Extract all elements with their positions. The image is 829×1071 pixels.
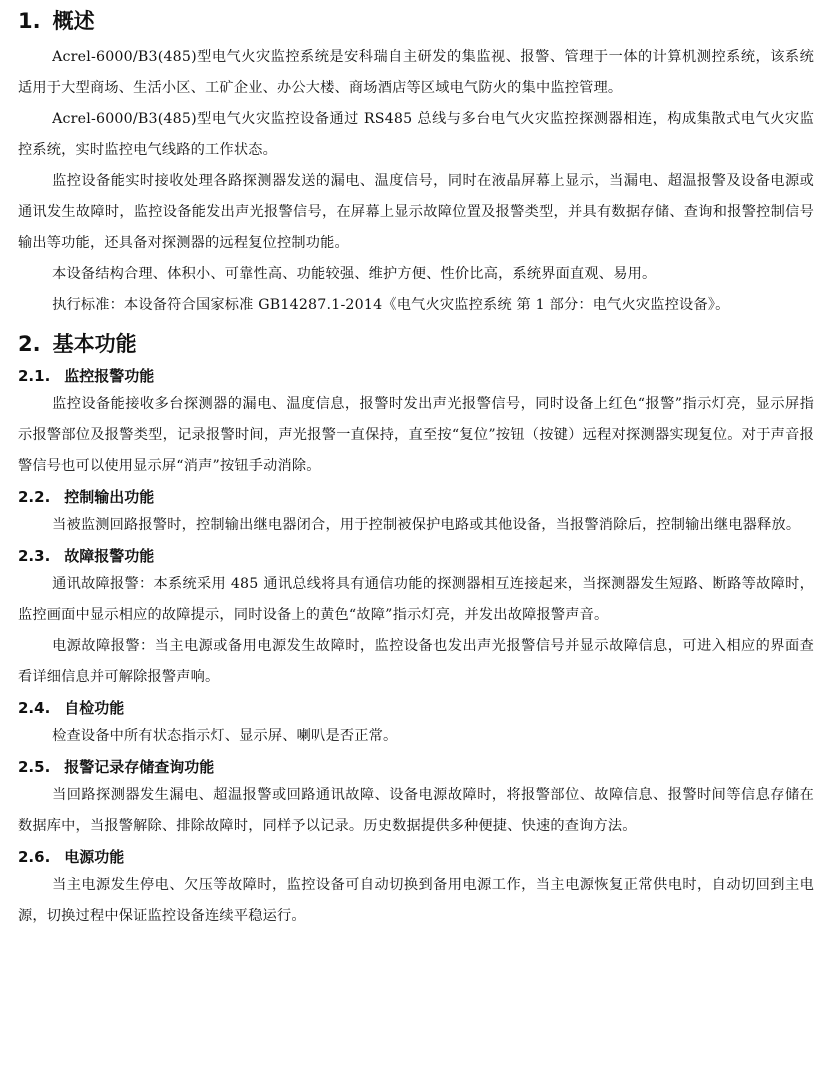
subsection-number: 2.3. bbox=[18, 547, 51, 565]
document-page bbox=[18, 6, 814, 932]
subsection-title: 电源功能 bbox=[64, 848, 125, 866]
subsection-title: 故障报警功能 bbox=[64, 547, 155, 565]
subsection-heading bbox=[18, 365, 814, 387]
section-heading-overview bbox=[18, 6, 814, 36]
paragraph: Acrel-6000/B3(485)型电气火灾监控设备通过 RS485 总线与多台电气火灾监控探测器相连，构成集散式电气火灾监控系统，实时监控电气线路的工作状态。 bbox=[18, 111, 814, 158]
subsection-number: 2.1. bbox=[18, 367, 51, 385]
subsection-heading bbox=[18, 756, 814, 778]
section-title: 概述 bbox=[52, 9, 95, 33]
subsection-number: 2.5. bbox=[18, 758, 51, 776]
paragraph: Acrel-6000/B3(485)型电气火灾监控系统是安科瑞自主研发的集监视、报警、管理于一体的计算机测控系统，该系统适用于大型商场、生活小区、工矿企业、办公大楼、商场酒店等区域电气防火的集中监控管理。 bbox=[18, 49, 814, 96]
section-number: 2. bbox=[18, 332, 41, 356]
subsection-number: 2.2. bbox=[18, 488, 51, 506]
section-title: 基本功能 bbox=[52, 332, 137, 356]
paragraph: 监控设备能接收多台探测器的漏电、温度信息，报警时发出声光报警信号，同时设备上红色“报警”指示灯亮，显示屏指示报警部位及报警类型，记录报警时间，声光报警一直保持，直至按“复位”按钮（按键）远程对探测器实现复位。对于声音报警信号也可以使用显示屏“消声”按钮手动消除。 bbox=[18, 396, 814, 474]
paragraph: 本设备结构合理、体积小、可靠性高、功能较强、维护方便、性价比高，系统界面直观、易用。 bbox=[52, 266, 657, 282]
subsection-title: 报警记录存储查询功能 bbox=[64, 758, 215, 776]
section-heading-basic-functions bbox=[18, 329, 814, 359]
subsection-heading bbox=[18, 545, 814, 567]
paragraph: 通讯故障报警：本系统采用 485 通讯总线将具有通信功能的探测器相互连接起来，当探测器发生短路、断路等故障时，监控画面中显示相应的故障提示，同时设备上的黄色“故障”指示灯亮，并发出故障报警声音。 bbox=[18, 576, 814, 623]
paragraph: 当回路探测器发生漏电、超温报警或回路通讯故障、设备电源故障时，将报警部位、故障信息、报警时间等信息存储在数据库中，当报警解除、排除故障时，同样予以记录。历史数据提供多种便捷、快速的查询方法。 bbox=[18, 787, 814, 834]
subsection-number: 2.6. bbox=[18, 848, 51, 866]
paragraph: 电源故障报警：当主电源或备用电源发生故障时，监控设备也发出声光报警信号并显示故障信息，可进入相应的界面查看详细信息并可解除报警声响。 bbox=[18, 638, 814, 685]
subsection-heading bbox=[18, 697, 814, 719]
section-number: 1. bbox=[18, 9, 41, 33]
subsection-title: 控制输出功能 bbox=[64, 488, 155, 506]
paragraph: 监控设备能实时接收处理各路探测器发送的漏电、温度信号，同时在液晶屏幕上显示，当漏电、超温报警及设备电源或通讯发生故障时，监控设备能发出声光报警信号，在屏幕上显示故障位置及报警类型，并具有数据存储、查询和报警控制信号输出等功能，还具备对探测器的远程复位控制功能。 bbox=[18, 173, 814, 251]
subsection-number: 2.4. bbox=[18, 699, 51, 717]
paragraph: 检查设备中所有状态指示灯、显示屏、喇叭是否正常。 bbox=[52, 728, 398, 744]
subsection-title: 自检功能 bbox=[64, 699, 125, 717]
paragraph: 当主电源发生停电、欠压等故障时，监控设备可自动切换到备用电源工作，当主电源恢复正常供电时，自动切回到主电源，切换过程中保证监控设备连续平稳运行。 bbox=[18, 877, 814, 924]
paragraph: 执行标准：本设备符合国家标准 GB14287.1-2014《电气火灾监控系统 第 1 部分：电气火灾监控设备》。 bbox=[52, 297, 730, 313]
paragraph: 当被监测回路报警时，控制输出继电器闭合，用于控制被保护电路或其他设备，当报警消除后，控制输出继电器释放。 bbox=[52, 517, 801, 533]
subsection-title: 监控报警功能 bbox=[64, 367, 155, 385]
subsection-heading bbox=[18, 846, 814, 868]
subsection-heading bbox=[18, 486, 814, 508]
